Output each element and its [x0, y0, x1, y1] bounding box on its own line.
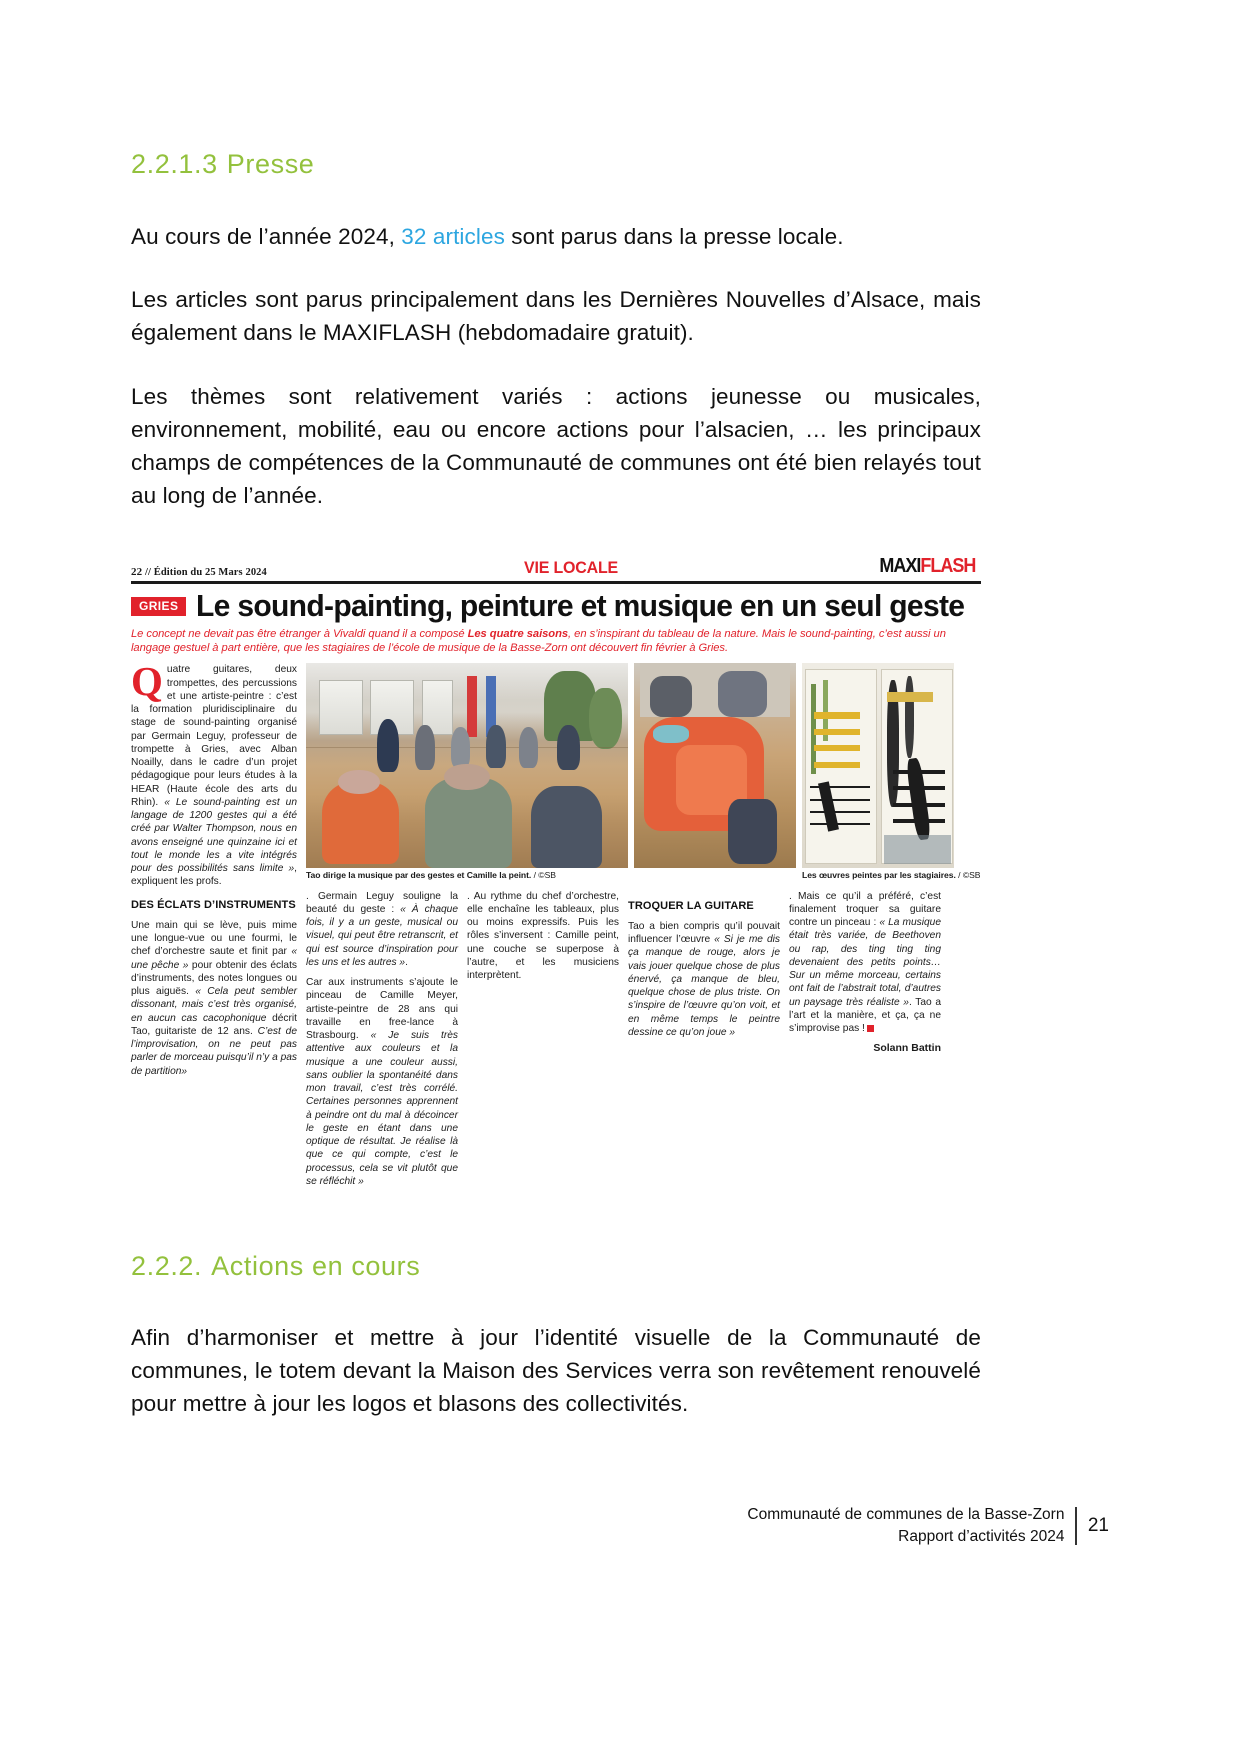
- col-a-text-5: .: [405, 956, 408, 968]
- clipping-page-number: 22: [131, 566, 143, 579]
- section-heading-actions: [131, 1250, 981, 1284]
- photo-caption-left: [306, 868, 628, 880]
- paragraph-text-after: sont parus dans la presse locale.: [504, 223, 844, 249]
- clipping-headline-row: [131, 588, 981, 623]
- clipping-headline: Le sound-painting, peinture et musique en un seul geste: [196, 588, 965, 623]
- clipping-column-lead: [131, 658, 298, 1078]
- col-c-quote-2: « La musique était très variée, de Beethoven ou rap, des ting ting ting devenaient des petits points… Sur un même morceau, certains ont fait de l’abstrait total, d’autres un paysage très réaliste »: [789, 917, 942, 1008]
- photo-block-mid: [634, 663, 796, 880]
- caption-left-credit: / ©SB: [533, 870, 556, 881]
- footer-divider: [1075, 1507, 1076, 1545]
- paragraph-articles-count: [131, 220, 981, 253]
- col-b-text-1: Car aux instruments s’ajoute le pinceau de Camille Meyer, artiste-peintre de 28 ans qui travaille en free-lance à Strasbourg.: [306, 977, 458, 1042]
- clipping-edition-date: Édition du 25 Mars 2024: [153, 567, 267, 579]
- col-a-quote-2: « Cela peut sembler dissonant, mais c’est très organisé, en aucun cas cacophonique: [131, 986, 298, 1024]
- section2-title: Actions en cours: [211, 1251, 421, 1282]
- subhead-guitar: TROQUER LA GUITARE: [628, 899, 754, 912]
- paragraph-actions: Afin d’harmoniser et mettre à jour l’identité visuelle de la Communauté de communes, le totem devant la Maison des Services verra son revêtement renouvelé pour mettre à jour les logos et blasons des collectivités.: [131, 1324, 981, 1416]
- col-a-quote-3: C’est de l’improvisation, on ne peut pas parler de morceau puisqu’il n’y a pas de partition»: [131, 1025, 297, 1077]
- clipping-main-area: [306, 663, 981, 1188]
- paragraph-themes: Les thèmes sont relativement variés : actions jeunesse ou musicales, environnement, mobilité, eau ou encore actions pour l’alsacien, … les principaux champs de compétences de la Communauté de communes ont été bien relayés tout au long de l’année.: [131, 383, 981, 509]
- column-b-paragraph: [306, 976, 458, 1188]
- newspaper-clipping: [131, 555, 981, 1188]
- page-footer: [747, 1504, 1109, 1548]
- paragraph-text-before: Au cours de l’année 2024,: [131, 223, 402, 249]
- footer-report-title: Rapport d’activités 2024: [898, 1528, 1065, 1545]
- col-a-text-1: Une main qui se lève, puis mime une longue-vue ou une fourmi, le chef d’orchestre saute et finit par: [131, 919, 297, 958]
- page-title: [131, 148, 981, 182]
- col-c-text-3: . Tao a l’art et la manière, et ça, ça ne s’improvise pas !: [789, 996, 941, 1035]
- lead-paragraph: [131, 658, 297, 888]
- footer-text: [747, 1504, 1064, 1548]
- section2-number: 2.2.2.: [131, 1251, 203, 1282]
- clipping-edition-line: [131, 566, 267, 578]
- caption-right-text: Les œuvres peintes par les stagiaires.: [802, 870, 956, 881]
- col-c-quote-1: « Si je me dis ça manque de rouge, alors je vais jouer quelque chose de plus énervé, ça manque de bleu, quelque chose de plus triste. On s’inspire de l’œuvre qu’on voit, et en même temps le peintre dessine ce qu’on joue »: [628, 934, 781, 1038]
- clipping-header-rule: [131, 581, 981, 583]
- section-number: 2.2.1.3: [131, 149, 218, 179]
- location-tag: GRIES: [131, 597, 186, 616]
- col-a-quote-4: « À chaque fois, il y a un geste, musical ou visuel, qui peut être retranscrit, et qui est source d’inspiration pour les uns et les autres »: [306, 903, 458, 968]
- lead-quote: « Le sound-painting est un langage de 1200 gestes qui a été créé par Walter Thompson, nous en avons enseigné une quinzaine ici et tout le monde les a vite intégrés pour des possibilités sans limite »: [131, 796, 297, 874]
- footer-page-number: 21: [1087, 1515, 1109, 1536]
- standfirst-part2: , en s’inspirant du tableau de la nature. Mais le sound-painting, c’est aussi un langage gestuel à part entière, que les stagiaires de l’école de musique de la Basse-Zorn ont découvert fin février à Gries.: [131, 627, 946, 655]
- photo-music-workshop: [306, 663, 628, 868]
- paragraph-publications: Les articles sont parus principalement dans les Dernières Nouvelles d’Alsace, mais également dans le MAXIFLASH (hebdomadaire gratuit).: [131, 286, 981, 345]
- section-title: Presse: [226, 149, 315, 179]
- standfirst-title: Les quatre saisons: [467, 627, 569, 640]
- subhead-instruments: DES ÉCLATS D’INSTRUMENTS: [131, 898, 296, 911]
- maxiflash-logo: [880, 555, 976, 578]
- clipping-column-c: [628, 890, 780, 1189]
- col-a-quote-1: « une pêche »: [131, 946, 297, 971]
- clipping-photo-row: [306, 663, 981, 883]
- column-a-continuation: [306, 890, 458, 970]
- photo-artworks: [802, 663, 954, 868]
- clipping-column-d: [789, 890, 941, 1189]
- photo-block-right: [802, 663, 980, 880]
- clipping-standfirst: [131, 627, 981, 657]
- col-c-text-2: . Mais ce qu’il a préféré, c’est finalement troquer sa guitare contre un pinceau :: [789, 890, 941, 929]
- clipping-rubric: VIE LOCALE: [523, 558, 618, 578]
- column-c-continuation: [789, 890, 941, 1036]
- column-b-continuation: . Au rythme du chef d’orchestre, elle enchaîne les tableaux, plus ou moins expressifs. Puis les rôles s’inversent : Camille peint, une couche se superpose à l’autre, et les musiciens interprètent.: [467, 890, 619, 982]
- clipping-body: [131, 658, 981, 1188]
- clipping-column-a: [306, 890, 458, 1189]
- clipping-byline: Solann Battin: [873, 1042, 941, 1055]
- logo-text-flash: FLASH: [920, 555, 976, 578]
- col-a-text-3: décrit Tao, guitariste de 12 ans.: [131, 1012, 297, 1037]
- lead-text-2: , expliquent les profs.: [131, 863, 297, 888]
- clipping-lower-columns: [306, 890, 981, 1189]
- end-mark-icon: [867, 1025, 874, 1032]
- clipping-separator: //: [144, 567, 151, 579]
- photo-caption-right: [802, 868, 980, 880]
- column-c-paragraph: [628, 920, 780, 1039]
- col-a-text-2: pour obtenir des éclats d’instruments, des notes longues ou plus aiguës.: [131, 959, 297, 998]
- page-content: [131, 0, 981, 1420]
- col-a-text-4: . Germain Leguy souligne la beauté du geste :: [306, 890, 458, 915]
- clipping-column-b: [467, 890, 619, 1189]
- caption-right-credit: / ©SB: [958, 870, 981, 881]
- clipping-header: [131, 555, 981, 581]
- logo-text-maxi: MAXI: [879, 555, 921, 578]
- column-a-paragraph: [131, 919, 297, 1078]
- footer-organisation: Communauté de communes de la Basse-Zorn: [747, 1506, 1065, 1523]
- col-c-text-1: Tao a bien compris qu’il pouvait influencer l’œuvre: [628, 920, 780, 946]
- articles-count-link[interactable]: 32 articles: [401, 223, 505, 249]
- lead-text-1: Quatre guitares, deux trompettes, des percussions et une artiste-peintre : c’est la formation pluridisciplinaire du stage de sound-painting organisé par Germain Leguy, professeur de trompette à Gries, avec Alban Noailly, dans le cadre d’un projet pédagogique pour leurs études à la HEAR (Haute école des arts du Rhin).: [131, 658, 297, 808]
- col-b-quote-1: « Je suis très attentive aux couleurs et la musique a une couleur aussi, sans oublier la spontanéité dans mon travail, c’est très corrélé. Certaines personnes apprennent à peindre ont du mal à décoincer le geste en étant dans une optique de résultat. Je réalise là que ce qui compte, c’est le processus, cela se vit plutôt que se réfléchit »: [306, 1030, 458, 1187]
- standfirst-part1: Le concept ne devait pas être étranger à Vivaldi quand il a composé: [131, 627, 468, 640]
- photo-block-left: [306, 663, 628, 880]
- photo-attendee: [634, 663, 796, 868]
- caption-left-text: Tao dirige la musique par des gestes et Camille la peint.: [306, 870, 532, 881]
